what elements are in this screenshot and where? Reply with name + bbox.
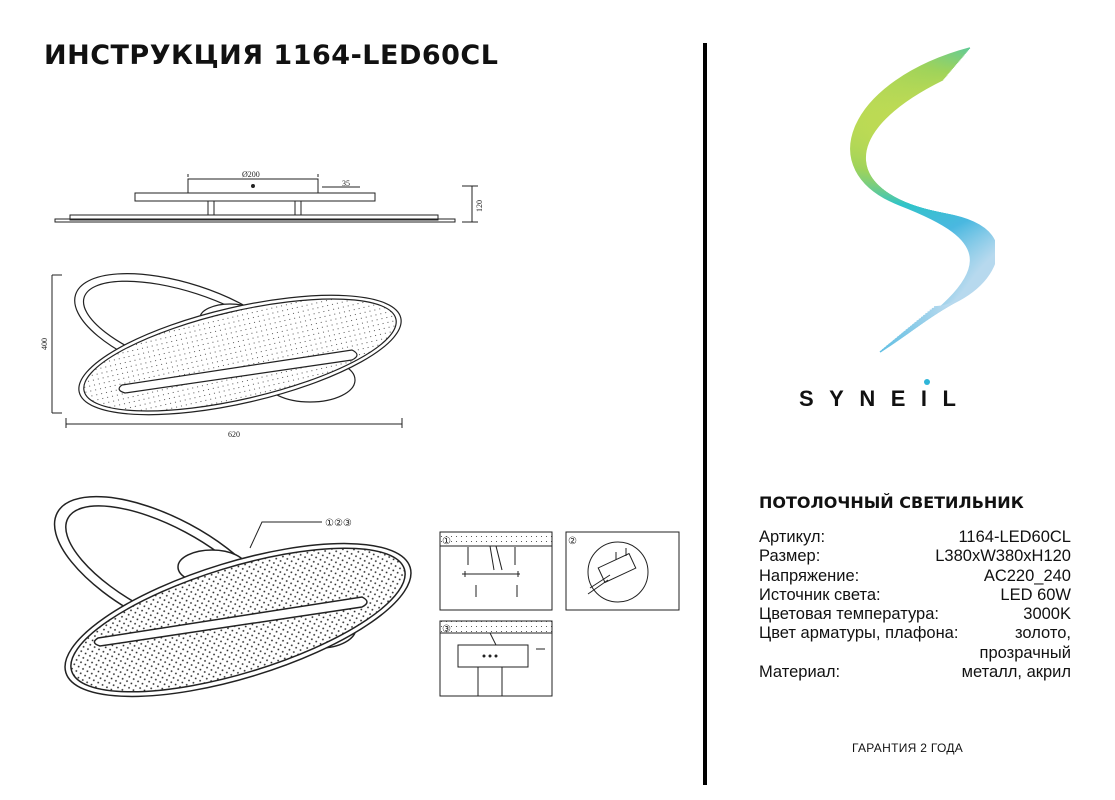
width-label: 400 bbox=[40, 338, 49, 350]
step-2-number: ② bbox=[568, 536, 577, 547]
top-view bbox=[61, 251, 411, 439]
spec-value: AC220_240 bbox=[983, 566, 1071, 585]
brand-logo-wave bbox=[820, 40, 995, 365]
step-1-number: ① bbox=[442, 536, 451, 547]
step-2-panel bbox=[566, 532, 679, 610]
step-3-number: ③ bbox=[442, 624, 451, 635]
spec-value: 3000K bbox=[1023, 605, 1071, 624]
perspective-view bbox=[33, 467, 427, 728]
diameter-label: Ø200 bbox=[242, 170, 260, 179]
parts-callout: ①②③ bbox=[325, 518, 352, 529]
spec-row bbox=[759, 644, 1071, 663]
spec-value: металл, акрил bbox=[961, 663, 1071, 682]
spec-row bbox=[759, 528, 1071, 547]
spec-label: Цветовая температура: bbox=[759, 605, 939, 624]
brand-text-suffix: L bbox=[942, 386, 972, 411]
spec-value: прозрачный bbox=[979, 643, 1071, 662]
spec-label: Напряжение: bbox=[759, 566, 860, 585]
product-type: ПОТОЛОЧНЫЙ СВЕТИЛЬНИК bbox=[759, 493, 1024, 512]
step-3-panel bbox=[440, 621, 552, 696]
brand-text-prefix: SYNE bbox=[799, 386, 921, 411]
depth-label: 35 bbox=[342, 179, 350, 188]
spec-value: 1164-LED60CL bbox=[958, 528, 1071, 546]
spec-row bbox=[759, 567, 1071, 586]
spec-list bbox=[759, 528, 1071, 682]
spec-value: золото, bbox=[1015, 624, 1071, 643]
warranty-note: ГАРАНТИЯ 2 ГОДА bbox=[852, 741, 964, 755]
spec-row bbox=[759, 586, 1071, 605]
spec-label: Цвет арматуры, плафона: bbox=[759, 624, 959, 643]
spec-value: L380xW380xH120 bbox=[935, 547, 1071, 566]
spec-row bbox=[759, 547, 1071, 566]
spec-row bbox=[759, 624, 1071, 643]
brand-dot bbox=[924, 379, 930, 385]
spec-label: Артикул: bbox=[759, 528, 826, 546]
height-label: 120 bbox=[475, 200, 484, 212]
spec-value: LED 60W bbox=[1000, 585, 1071, 604]
spec-label: Размер: bbox=[759, 547, 821, 566]
spec-label: Источник света: bbox=[759, 585, 881, 604]
side-view bbox=[55, 174, 478, 222]
spec-row bbox=[759, 605, 1071, 624]
brand-letter-i: I bbox=[921, 386, 943, 411]
spec-label: Материал: bbox=[759, 663, 841, 682]
step-1-panel bbox=[440, 532, 552, 610]
length-label: 620 bbox=[228, 430, 240, 439]
divider-line bbox=[703, 43, 707, 785]
spec-row bbox=[759, 663, 1071, 682]
brand-logo-text bbox=[799, 386, 972, 412]
page-title: ИНСТРУКЦИЯ 1164-LED60CL bbox=[44, 40, 499, 71]
